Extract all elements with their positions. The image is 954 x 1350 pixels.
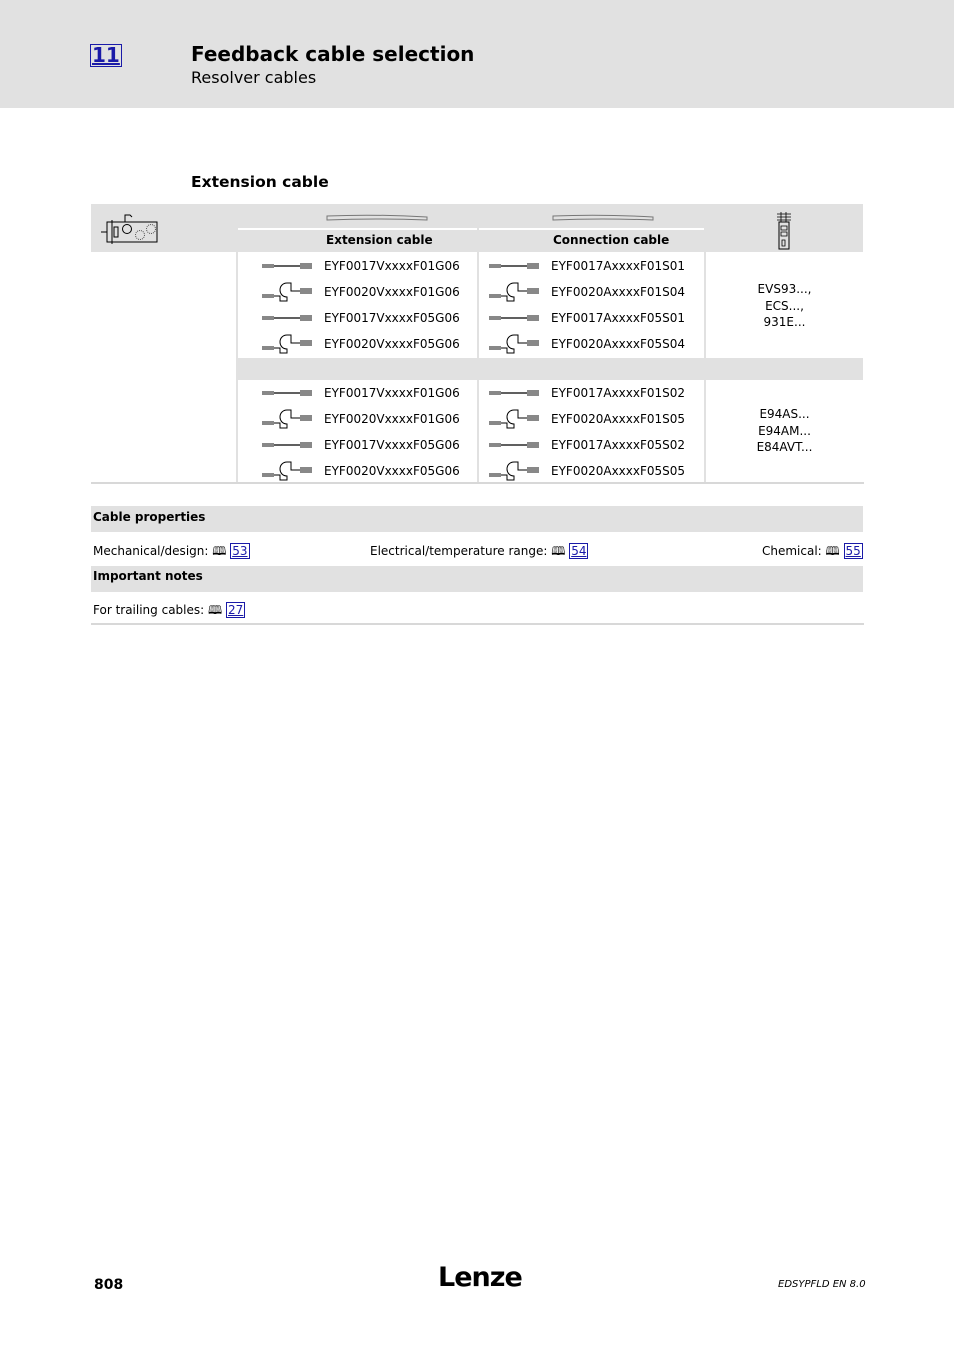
part-number: EYF0017AxxxxF01S01: [551, 259, 686, 273]
motor-header-cell: [91, 204, 236, 252]
part-number: EYF0017VxxxxF05G06: [324, 438, 460, 452]
extension-cable-row: [260, 432, 460, 458]
trailing-cable-icon: [260, 461, 316, 481]
chemical-ref: [762, 542, 863, 563]
trailing-cable-icon: [260, 409, 316, 429]
extension-cable-row: [260, 331, 460, 357]
electrical-page-link[interactable]: 54: [571, 544, 587, 558]
part-number: EYF0017AxxxxF05S01: [551, 311, 686, 325]
book-icon: 🕮: [208, 603, 223, 617]
straight-cable-icon: [487, 256, 543, 276]
page-number: 808: [94, 1277, 124, 1293]
column-divider: [236, 204, 238, 483]
compatible-devices: [706, 406, 863, 456]
part-number: EYF0017VxxxxF01G06: [324, 259, 460, 273]
straight-cable-icon: [487, 435, 543, 455]
mechanical-page-link[interactable]: 53: [232, 544, 248, 558]
part-number: EYF0020VxxxxF05G06: [324, 337, 460, 351]
chemical-page-link[interactable]: 55: [845, 544, 861, 558]
group-separator: [238, 358, 863, 380]
lenze-logo: Lenze: [438, 1262, 522, 1293]
connection-cable-image-cell: [479, 204, 704, 228]
connection-cable-row: [487, 458, 685, 484]
device-name: E84AVT...: [756, 440, 813, 454]
chemical-label: Chemical:: [762, 544, 822, 558]
cable-icon: [552, 214, 654, 222]
trailing-label: For trailing cables:: [93, 603, 205, 617]
column-divider: [477, 204, 479, 483]
section-title: Extension cable: [191, 173, 329, 191]
trailing-cable-icon: [487, 282, 543, 302]
connection-cable-row: [487, 406, 685, 432]
trailing-cable-icon: [487, 334, 543, 354]
book-icon: 🕮: [212, 544, 227, 558]
device-name: ECS...,: [765, 298, 804, 313]
part-number: EYF0017VxxxxF01G06: [324, 386, 460, 400]
connection-cable-row: [487, 253, 685, 279]
extension-cable-row: [260, 458, 460, 484]
electrical-label: Electrical/temperature range:: [370, 544, 548, 558]
device-name: EVS93...,: [757, 282, 812, 296]
notes-bottom-line: [91, 623, 864, 625]
cable-icon: [326, 214, 428, 222]
connection-cable-row: [487, 380, 685, 406]
extension-cable-image-cell: [238, 204, 477, 228]
part-number: EYF0017AxxxxF01S02: [551, 386, 686, 400]
part-number: EYF0017VxxxxF05G06: [324, 311, 460, 325]
extension-cable-row: [260, 380, 460, 406]
compatible-devices: [706, 281, 863, 331]
part-number: EYF0020AxxxxF01S04: [551, 285, 686, 299]
part-number: EYF0020AxxxxF05S04: [551, 337, 686, 351]
trailing-cable-icon: [260, 282, 316, 302]
straight-cable-icon: [260, 383, 316, 403]
mechanical-label: Mechanical/design:: [93, 544, 209, 558]
straight-cable-icon: [487, 383, 543, 403]
connection-cable-row: [487, 432, 685, 458]
chapter-link[interactable]: 11: [92, 43, 120, 67]
trailing-cable-icon: [487, 409, 543, 429]
connection-cable-row: [487, 305, 685, 331]
mechanical-ref: [93, 542, 250, 563]
extension-cable-label: Extension cable: [326, 233, 433, 247]
controller-header-cell: [706, 204, 863, 252]
trailing-cable-icon: [260, 334, 316, 354]
important-notes-header: [91, 566, 863, 592]
book-icon: 🕮: [825, 544, 840, 558]
extension-cable-row: [260, 305, 460, 331]
trailing-cable-icon: [487, 461, 543, 481]
trailing-page-link[interactable]: 27: [228, 603, 244, 617]
extension-cable-row: [260, 406, 460, 432]
part-number: EYF0020VxxxxF05G06: [324, 464, 460, 478]
connection-cable-row: [487, 331, 685, 357]
connection-cable-label: Connection cable: [553, 233, 670, 247]
device-name: E94AS...: [759, 407, 810, 421]
straight-cable-icon: [260, 256, 316, 276]
extension-cable-row: [260, 253, 460, 279]
part-number: EYF0020VxxxxF01G06: [324, 285, 460, 299]
page-header: [0, 0, 954, 108]
cable-properties-header: [91, 506, 863, 532]
device-name: E94AM...: [758, 423, 811, 438]
important-notes-title: Important notes: [93, 569, 203, 583]
part-number: EYF0020VxxxxF01G06: [324, 412, 460, 426]
trailing-ref: [93, 601, 245, 622]
part-number: EYF0020AxxxxF05S05: [551, 464, 686, 478]
straight-cable-icon: [260, 435, 316, 455]
straight-cable-icon: [487, 308, 543, 328]
motor-icon: [99, 212, 159, 248]
connection-cable-row: [487, 279, 685, 305]
book-icon: 🕮: [551, 544, 566, 558]
extension-cable-header: [238, 230, 477, 252]
part-number: EYF0017AxxxxF05S02: [551, 438, 686, 452]
page-title: Feedback cable selection: [191, 42, 475, 66]
document-id: EDSYPFLD EN 8.0: [778, 1279, 866, 1290]
cable-properties-title: Cable properties: [93, 510, 206, 524]
straight-cable-icon: [260, 308, 316, 328]
table-bottom-line: [91, 482, 864, 484]
extension-cable-row: [260, 279, 460, 305]
page-subtitle: Resolver cables: [191, 68, 317, 87]
device-name: 931E...: [763, 315, 806, 329]
part-number: EYF0020AxxxxF01S05: [551, 412, 686, 426]
electrical-ref: [370, 542, 588, 563]
connection-cable-header: [479, 230, 704, 252]
controller-icon: [777, 212, 793, 250]
